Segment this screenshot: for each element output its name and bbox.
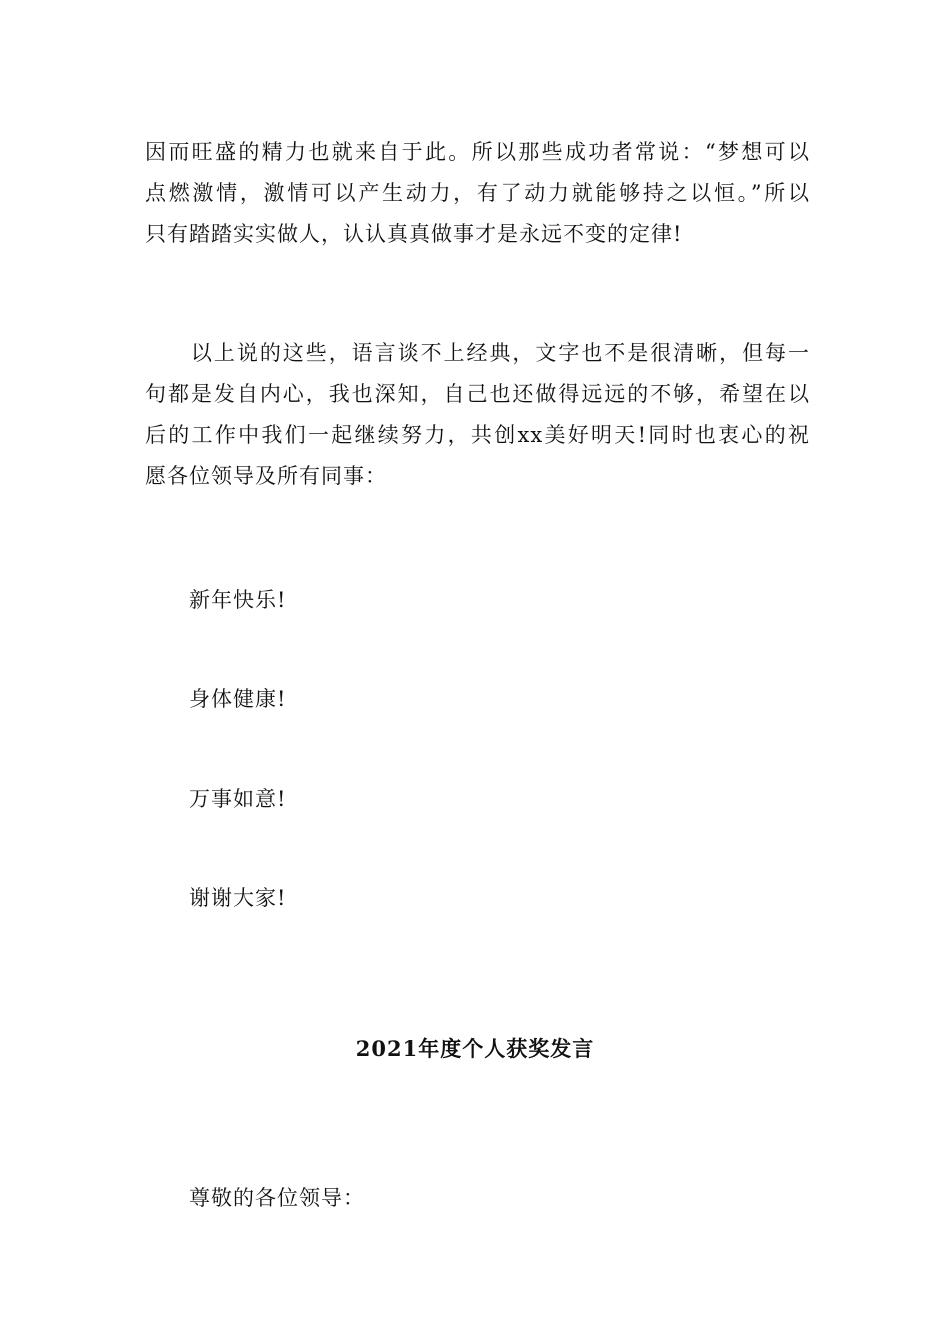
paragraph-line: 因而旺盛的精力也就来自于此。所以那些成功者常说：“梦想可以 [145,140,810,164]
paragraph-line: 以上说的这些，语言谈不上经典，文字也不是很清晰，但每一 [145,341,810,365]
section-title: 2021年度个人获奖发言 [355,1036,595,1061]
wish-health: 身体健康! [189,687,287,711]
wish-new-year: 新年快乐! [189,588,287,612]
paragraph-line: 句都是发自内心，我也深知，自己也还做得远远的不够，希望在以 [145,382,810,406]
paragraph-line: 只有踏踏实实做人，认认真真做事才是永远不变的定律! [145,222,683,246]
paragraph-closing-reflection [145,132,810,255]
paragraph-conclusion [145,333,810,497]
paragraph-line: 愿各位领导及所有同事： [145,464,387,488]
paragraph-line: 点燃激情，激情可以产生动力，有了动力就能够持之以恒。”所以 [145,181,810,205]
wish-success: 万事如意! [189,787,287,811]
thanks-everyone: 谢谢大家! [189,886,287,910]
paragraph-line: 后的工作中我们一起继续努力，共创xx美好明天!同时也衷心的祝 [145,423,810,447]
salutation: 尊敬的各位领导： [189,1186,365,1210]
